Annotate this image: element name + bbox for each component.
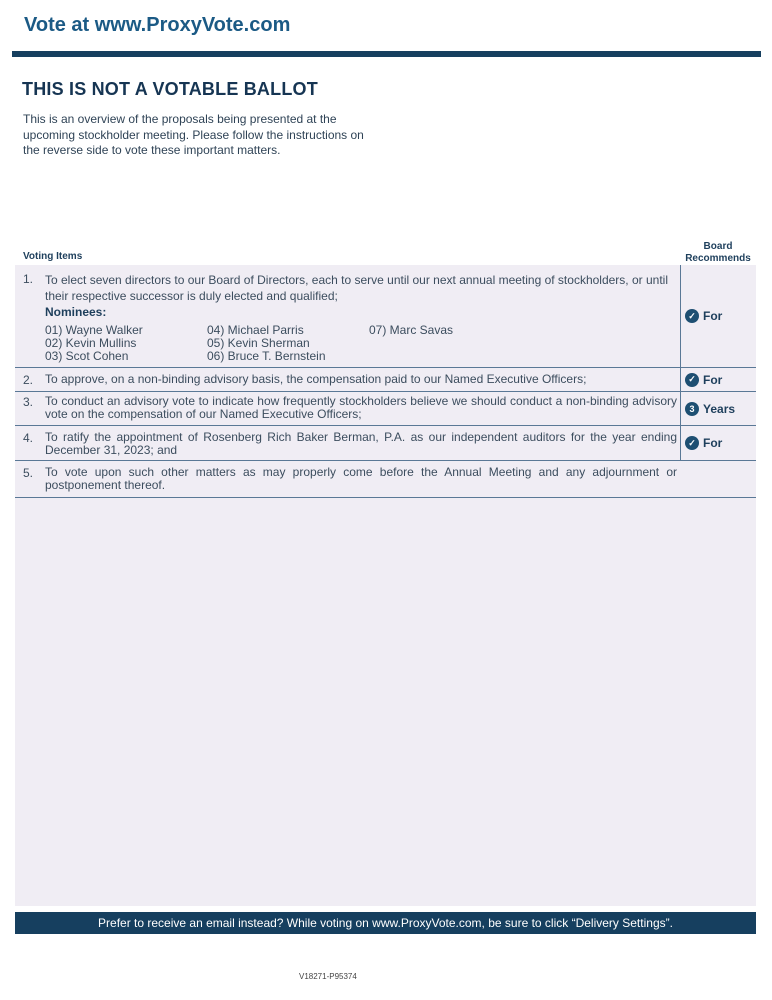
item-text: To ratify the appointment of Rosenberg Rich Baker Berman, P.A. as our independent auditors for the year ending December 31, 2023; and [45, 430, 677, 457]
recommendation-label: Years [703, 401, 736, 416]
nominee: 01) Wayne Walker [45, 323, 143, 337]
notice-title: THIS IS NOT A VOTABLE BALLOT [22, 79, 318, 99]
voting-item-2 [15, 368, 756, 392]
board-recommendation [680, 392, 756, 425]
board-recommendation [680, 368, 756, 391]
nominees-label: Nominees: [45, 305, 107, 319]
item-number: 4. [23, 431, 34, 445]
item-text: To conduct an advisory vote to indicate how frequently stockholders believe we should conduct a non-binding advisory vote on the compensation of our Named Executive Officers; [45, 394, 677, 421]
nominee: 06) Bruce T. Bernstein [207, 349, 326, 363]
check-icon: ✓ [685, 309, 699, 323]
intro-line: upcoming stockholder meeting. Please follow the instructions on [23, 127, 364, 142]
item-text: To vote upon such other matters as may properly come before the Annual Meeting and any adjournment or postponement thereof. [45, 465, 677, 492]
nominee: 07) Marc Savas [369, 323, 454, 337]
board-recommends-heading: Board Recommends [685, 241, 751, 264]
recommendation-label: For [703, 372, 723, 387]
delivery-settings-banner: Prefer to receive an email instead? While voting on www.ProxyVote.com, be sure to click “Delivery Settings”. [15, 912, 756, 934]
voting-items-heading: Voting Items [23, 251, 83, 262]
header-divider [12, 51, 761, 57]
nominee: 02) Kevin Mullins [45, 336, 137, 350]
nominee: 04) Michael Parris [207, 323, 304, 337]
check-icon: ✓ [685, 373, 699, 387]
item-number: 1. [23, 272, 34, 286]
voting-item-4 [15, 426, 756, 461]
intro-line: This is an overview of the proposals being presented at the [23, 112, 337, 126]
recommendation-label: For [703, 309, 723, 323]
board-recommendation [680, 426, 756, 460]
nominee: 05) Kevin Sherman [207, 336, 310, 350]
intro-line: the reverse side to vote these important matters. [23, 143, 281, 157]
voting-item-1 [15, 265, 756, 368]
voting-item-5 [15, 461, 756, 498]
intro-text [23, 112, 393, 159]
voting-item-3 [15, 392, 756, 426]
document-code: V18271-P95374 [299, 972, 357, 981]
item-text: To elect seven directors to our Board of Directors, each to serve until our next annual meeting of stockholders, or until their respective successor is duly elected and qualified; [45, 273, 668, 303]
item-number: 5. [23, 466, 34, 480]
header-title: Vote at www.ProxyVote.com [24, 14, 291, 36]
three-icon: 3 [685, 402, 699, 416]
item-number: 2. [23, 373, 34, 387]
item-text: To approve, on a non-binding advisory basis, the compensation paid to our Named Executive Officers; [45, 372, 587, 386]
item-number: 3. [23, 395, 34, 409]
nominee: 03) Scot Cohen [45, 349, 129, 363]
recommendation-label: For [703, 436, 723, 450]
check-icon: ✓ [685, 436, 699, 450]
board-recommendation [680, 265, 756, 367]
